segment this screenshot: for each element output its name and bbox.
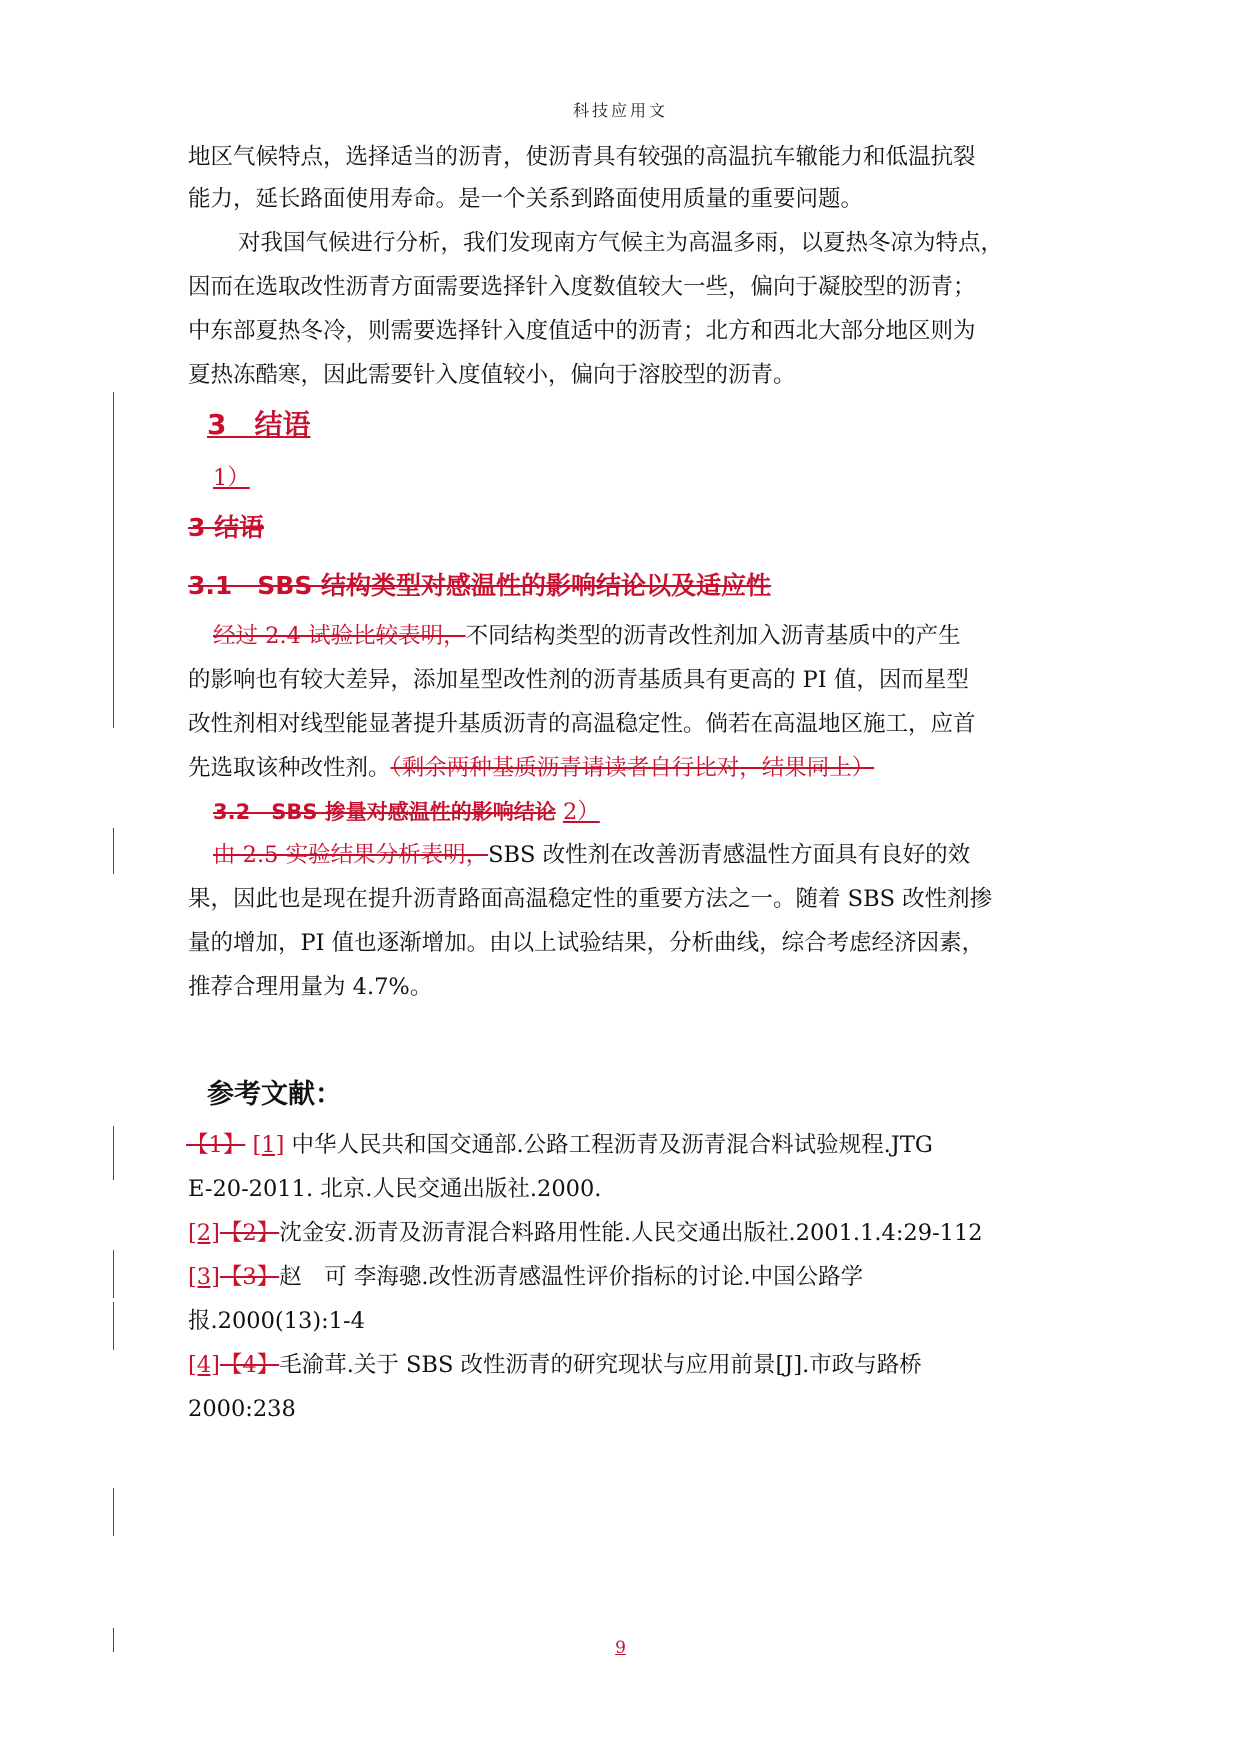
change-bar	[113, 1250, 114, 1298]
references-heading: 参考文献：	[207, 1079, 342, 1110]
reference-line: 2000:238	[188, 1396, 296, 1422]
change-bar	[113, 392, 114, 728]
body-line: 对我国气候进行分析，我们发现南方气候主为高温多雨，以夏热冬凉为特点，	[238, 230, 1004, 256]
deleted-ref-marker: 【2】	[219, 1220, 280, 1246]
reference-entry	[188, 1218, 983, 1248]
inserted-heading: 3 结语	[207, 408, 311, 441]
body-text: SBS 改性剂在改善沥青感温性方面具有良好的效	[488, 842, 971, 868]
body-line	[213, 840, 970, 870]
page-number: 9	[615, 1638, 626, 1658]
inserted-ref-marker: [1]	[252, 1132, 285, 1158]
reference-text: 毛渝茸.关于 SBS 改性沥青的研究现状与应用前景[J].市政与路桥	[279, 1352, 922, 1378]
page-header: 科技应用文	[572, 101, 668, 120]
reference-line: E-20-2011. 北京.人民交通出版社.2000.	[188, 1176, 602, 1202]
deleted-text: 经过 2.4 试验比较表明，	[213, 623, 466, 649]
deleted-ref-marker: 【1】	[186, 1132, 246, 1158]
inserted-ref-marker: [2]	[188, 1220, 220, 1246]
body-line: 量的增加，PI 值也逐渐增加。由以上试验结果，分析曲线，综合考虑经济因素，	[188, 930, 985, 956]
deleted-heading: 3 结语	[188, 513, 265, 542]
body-text: 不同结构类型的沥青改性剂加入沥青基质中的产生	[465, 623, 961, 649]
body-line: 能力，延长路面使用寿命。是一个关系到路面使用质量的重要问题。	[188, 186, 864, 212]
body-line: 改性剂相对线型能显著提升基质沥青的高温稳定性。倘若在高温地区施工，应首	[188, 711, 976, 737]
reference-entry	[188, 1262, 863, 1292]
body-line: 夏热冻酷寒，因此需要针入度值较小，偏向于溶胶型的沥青。	[188, 362, 796, 388]
body-line: 因而在选取改性沥青方面需要选择针入度数值较大一些，偏向于凝胶型的沥青；	[188, 274, 976, 300]
deleted-ref-marker: 【3】	[219, 1264, 280, 1290]
deleted-subheading: 3.1 SBS 结构类型对感温性的影响结论以及适应性	[188, 571, 772, 600]
reference-text: 沈金安.沥青及沥青混合料路用性能.人民交通出版社.2001.1.4:29-112	[279, 1220, 983, 1246]
subheading-line	[213, 797, 600, 827]
inserted-ref-marker: [4]	[188, 1352, 220, 1378]
deleted-subheading: 3.2 SBS 掺量对感温性的影响结论	[213, 800, 556, 824]
reference-line: 报.2000(13):1-4	[188, 1308, 365, 1334]
reference-text: 赵 可 李海骢.改性沥青感温性评价指标的讨论.中国公路学	[279, 1264, 864, 1290]
change-bar	[113, 828, 114, 874]
change-bar	[113, 1488, 114, 1536]
body-line: 地区气候特点，选择适当的沥青，使沥青具有较强的高温抗车辙能力和低温抗裂	[188, 144, 976, 170]
body-text: 先选取该种改性剂。	[188, 755, 391, 781]
body-line: 的影响也有较大差异，添加星型改性剂的沥青基质具有更高的 PI 值，因而星型	[188, 667, 969, 693]
body-line: 果，因此也是现在提升沥青路面高温稳定性的重要方法之一。随着 SBS 改性剂掺	[188, 886, 993, 912]
inserted-ref-marker: [3]	[188, 1264, 220, 1290]
body-line: 中东部夏热冬冷，则需要选择针入度值适中的沥青；北方和西北大部分地区则为	[188, 318, 976, 344]
reference-entry	[186, 1130, 933, 1160]
deleted-text: 由 2.5 实验结果分析表明，	[213, 842, 489, 868]
inserted-list-marker: 1）	[213, 465, 250, 491]
body-line: 推荐合理用量为 4.7%。	[188, 974, 433, 1000]
change-bar	[113, 1302, 114, 1350]
inserted-list-marker: 2）	[562, 799, 600, 825]
deleted-text: （剩余两种基质沥青请读者自行比对，结果同上）	[390, 755, 875, 781]
reference-text: 中华人民共和国交通部.公路工程沥青及沥青混合料试验规程.JTG	[291, 1132, 933, 1158]
change-bar	[113, 1126, 114, 1180]
deleted-ref-marker: 【4】	[219, 1352, 280, 1378]
body-line	[188, 753, 874, 783]
body-line	[213, 621, 961, 651]
reference-entry	[188, 1350, 922, 1380]
